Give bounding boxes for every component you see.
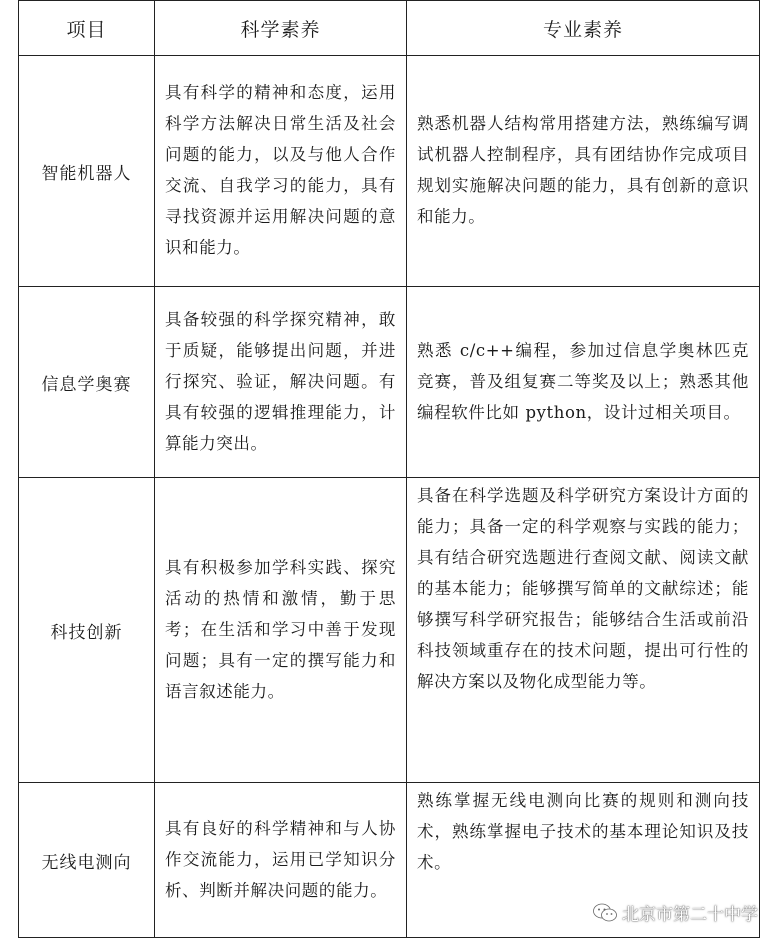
- header-science-literacy: 科学素养: [155, 1, 407, 56]
- watermark-text: 北京市第二十中学: [622, 905, 758, 925]
- science-literacy-cell: 具备较强的科学探究精神，敢于质疑，能够提出问题，并进行探究、验证，解决问题。有具有较强的逻辑推理能力，计算能力突出。: [155, 287, 407, 478]
- table-row: [19, 478, 760, 783]
- science-literacy-cell: 具有良好的科学精神和与人协作交流能力，运用已学知识分析、判断并解决问题的能力。: [155, 783, 407, 938]
- header-project: 项目: [19, 1, 155, 56]
- table-row: [19, 287, 760, 478]
- header-professional-literacy: 专业素养: [407, 1, 760, 56]
- professional-literacy-cell: 熟悉 c/c++编程，参加过信息学奥林匹克竞赛，普及组复赛二等奖及以上；熟悉其他编程软件比如 python，设计过相关项目。: [407, 287, 760, 478]
- project-name: 科技创新: [19, 478, 155, 783]
- professional-literacy-cell: 具备在科学选题及科学研究方案设计方面的能力；具备一定的科学观察与实践的能力；具有结合研究选题进行查阅文献、阅读文献的基本能力；能够撰写简单的文献综述；能够撰写科学研究报告；能够结合生活或前沿科技领域重存在的技术问题，提出可行性的解决方案以及物化成型能力等。: [407, 478, 760, 783]
- table-row: [19, 56, 760, 287]
- requirements-table: [18, 0, 760, 938]
- wechat-icon: [592, 902, 618, 924]
- project-name: 信息学奥赛: [19, 287, 155, 478]
- project-name: 智能机器人: [19, 56, 155, 287]
- professional-literacy-cell: 熟悉机器人结构常用搭建方法，熟练编写调试机器人控制程序，具有团结协作完成项目规划实施解决问题的能力，具有创新的意识和能力。: [407, 56, 760, 287]
- science-literacy-cell: 具有科学的精神和态度，运用科学方法解决日常生活及社会问题的能力，以及与他人合作交流、自我学习的能力，具有寻找资源并运用解决问题的意识和能力。: [155, 56, 407, 287]
- table-header-row: [19, 1, 760, 56]
- professional-literacy-cell: 熟练掌握无线电测向比赛的规则和测向技术，熟练掌握电子技术的基本理论知识及技术。: [407, 783, 760, 938]
- watermark: [592, 900, 758, 925]
- project-name: 无线电测向: [19, 783, 155, 938]
- science-literacy-cell: 具有积极参加学科实践、探究活动的热情和激情，勤于思考；在生活和学习中善于发现问题；具有一定的撰写能力和语言叙述能力。: [155, 478, 407, 783]
